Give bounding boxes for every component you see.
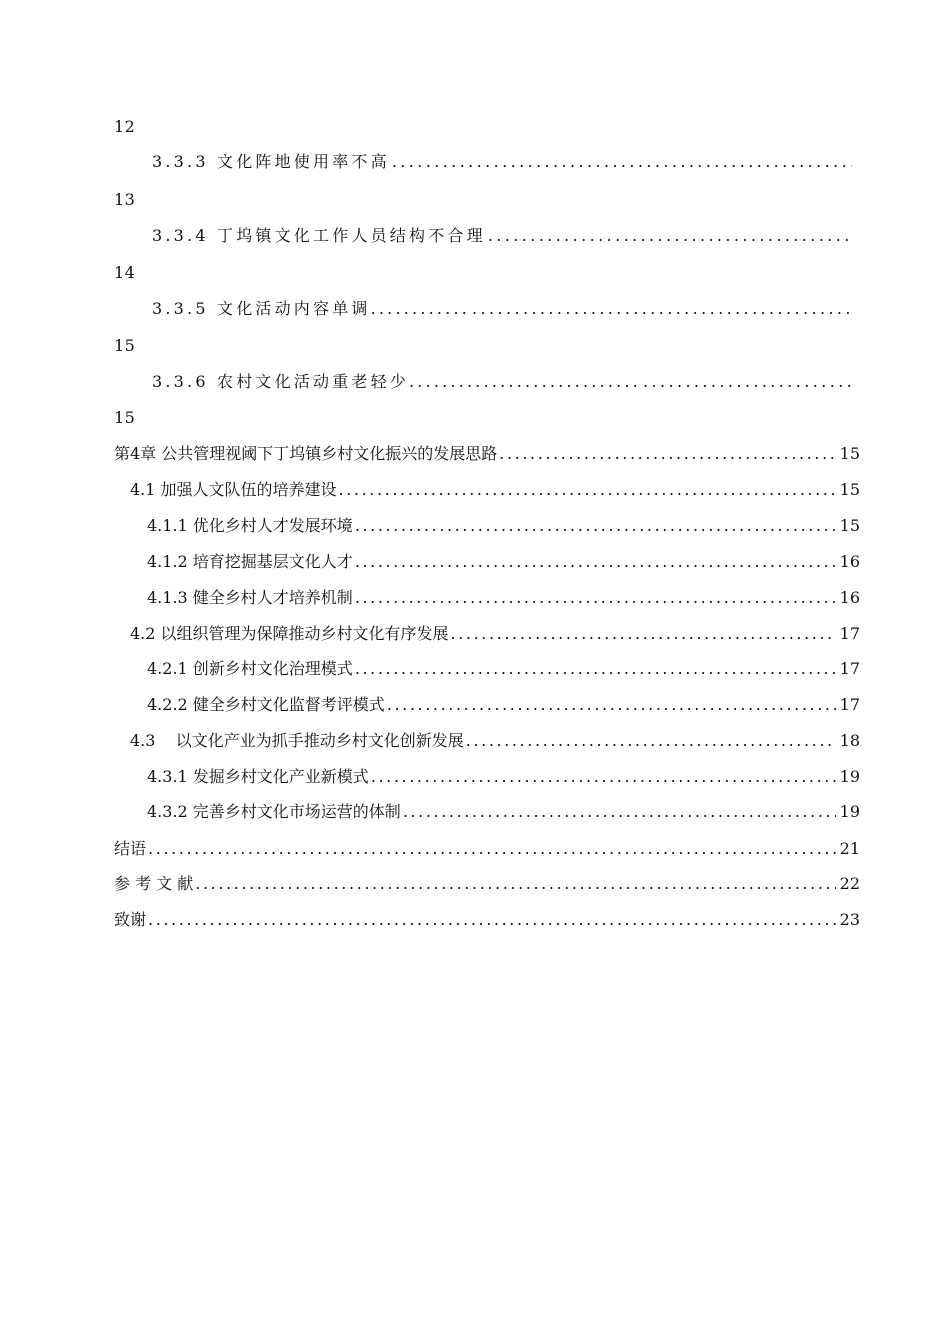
- toc-entry-4-3-2[interactable]: [147, 800, 860, 824]
- toc-entry-4-2-2[interactable]: [147, 693, 860, 717]
- leader-dots: [148, 837, 836, 861]
- toc-page-number: 15: [114, 408, 136, 427]
- toc-entry-label: 致谢: [114, 910, 147, 929]
- leader-dots: [499, 442, 835, 466]
- toc-page-number: 17: [839, 695, 860, 714]
- toc-entry-4-3-1[interactable]: [147, 765, 860, 789]
- toc-page-number: 18: [839, 731, 860, 750]
- leader-dots: [355, 514, 836, 538]
- leader-dots: [387, 693, 836, 717]
- toc-page-number: 23: [839, 910, 860, 929]
- leader-dots: [148, 908, 836, 932]
- leader-dots: [403, 800, 836, 824]
- toc-entry-3-3-3[interactable]: [152, 150, 856, 174]
- toc-entry-conclusion[interactable]: [114, 837, 860, 861]
- leader-dots: [472, 297, 852, 321]
- toc-entry-label: 4.2.1 创新乡村文化治理模式: [147, 659, 353, 678]
- toc-entry-4-1-1[interactable]: [147, 514, 860, 538]
- toc-entry-label: 4.2 以组织管理为保障推动乡村文化有序发展: [130, 624, 449, 643]
- toc-page-number: 17: [839, 624, 860, 643]
- toc-page-number: 19: [839, 802, 860, 821]
- toc-page-number: 17: [839, 659, 860, 678]
- leader-dots: [339, 478, 836, 502]
- toc-page-number: 19: [839, 767, 860, 786]
- toc-page-number: 15: [839, 516, 860, 535]
- toc-entry-acknowledgements[interactable]: [114, 908, 860, 932]
- toc-page-number: 14: [114, 263, 136, 282]
- toc-page-number: 15: [839, 480, 860, 499]
- toc-entry-label: 3.3.4 丁坞镇文化工作人员结构不合理: [152, 226, 486, 245]
- toc-entry-label: 4.1.2 培育挖掘基层文化人才: [147, 552, 353, 571]
- toc-entry-4-2-1[interactable]: [147, 657, 860, 681]
- toc-page-number: 15: [114, 336, 136, 355]
- toc-page-number: 15: [839, 444, 860, 463]
- toc-entry-label: 3.3.5 文化活动内容单调............: [152, 299, 471, 318]
- toc-page-number: 16: [839, 588, 860, 607]
- toc-page-number: 13: [114, 190, 136, 209]
- toc-entry-label: 3.3.3 文化阵地使用率不高: [152, 152, 390, 171]
- toc-entry-label: 4.3.1 发掘乡村文化产业新模式: [147, 767, 369, 786]
- leader-dots: [488, 224, 852, 248]
- toc-entry-label: 3.3.6 农村文化活动重老轻少............................: [152, 372, 642, 391]
- leader-dots: [392, 150, 852, 174]
- toc-entry-label: 4.3.2 完善乡村文化市场运营的体制: [147, 802, 401, 821]
- leader-dots: [371, 765, 836, 789]
- leader-dots: [466, 729, 836, 753]
- toc-entry-references[interactable]: [114, 872, 860, 896]
- leader-dots: [451, 622, 836, 646]
- toc-entry-4-1-2[interactable]: [147, 550, 860, 574]
- toc-entry-3-3-5[interactable]: [152, 297, 856, 321]
- leader-dots: [643, 370, 852, 394]
- toc-entry-label: 4.3 以文化产业为抓手推动乡村文化创新发展: [130, 731, 464, 750]
- toc-entry-3-3-6[interactable]: [152, 370, 856, 394]
- toc-entry-label: 4.1.3 健全乡村人才培养机制: [147, 588, 353, 607]
- toc-page-number: 22: [839, 874, 860, 893]
- toc-entry-label: 4.1 加强人文队伍的培养建设: [130, 480, 337, 499]
- toc-entry-4-1[interactable]: [130, 478, 860, 502]
- toc-entry-label: 参 考 文 献: [114, 874, 194, 893]
- toc-entry-label: 4.2.2 健全乡村文化监督考评模式: [147, 695, 385, 714]
- leader-dots: [355, 586, 836, 610]
- toc-entry-label: 第4章 公共管理视阈下丁坞镇乡村文化振兴的发展思路: [114, 444, 498, 463]
- toc-entry-label: 结语: [114, 839, 147, 858]
- toc-page-number: 12: [114, 117, 136, 136]
- toc-page-number: 21: [839, 839, 860, 858]
- toc-entry-label: 4.1.1 优化乡村人才发展环境: [147, 516, 353, 535]
- leader-dots: [355, 550, 836, 574]
- toc-page-number: 16: [839, 552, 860, 571]
- leader-dots: [195, 872, 835, 896]
- toc-entry-chapter-4[interactable]: [114, 442, 860, 466]
- toc-entry-4-3[interactable]: [130, 729, 860, 753]
- toc-entry-3-3-4[interactable]: [152, 224, 856, 248]
- toc-entry-4-1-3[interactable]: [147, 586, 860, 610]
- toc-entry-4-2[interactable]: [130, 622, 860, 646]
- leader-dots: [355, 657, 836, 681]
